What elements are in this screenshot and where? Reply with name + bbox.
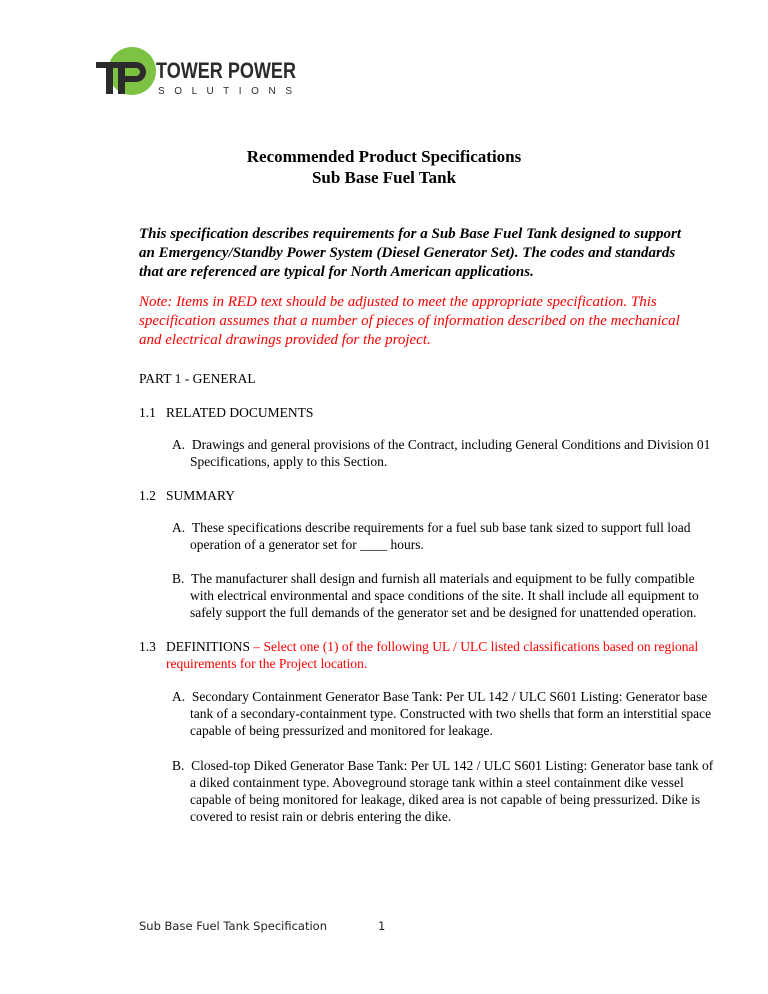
section-1-2-item-b [172, 570, 716, 621]
section-1-1-item-a [172, 436, 716, 470]
item-text: The manufacturer shall design and furnish all materials and equipment to be fully compatible with electrical environmental and space conditions of the site. It shall include all equipment to safely support the full demands of the generator set and be designed for unattended operation. [190, 571, 699, 620]
title-line-1: Recommended Product Specifications [246, 147, 522, 166]
section-1-1-heading [139, 404, 699, 421]
company-logo [92, 44, 302, 102]
intro-paragraph: This specification describes requirements for a Sub Base Fuel Tank designed to support an Emergency/Standby Power System (Diesel Generator Set). The codes and standards that are referenced are typical for North American applications. [139, 226, 681, 280]
item-text: Drawings and general provisions of the Contract, including General Conditions and Division 01 Specifications, apply to this Section. [190, 437, 711, 469]
red-note-paragraph: Note: Items in RED text should be adjusted to meet the appropriate specification. This specification assumes that a number of pieces of information described on the mechanical and electrical drawings provided for the project. [139, 294, 680, 348]
item-letter: A. [172, 520, 186, 535]
item-letter: B. [172, 758, 185, 773]
tower-power-logo-icon [92, 44, 302, 102]
section-1-2-item-a [172, 519, 716, 553]
item-text: These specifications describe requirements for a fuel sub base tank sized to support full load operation of a generator set for ____ hours. [190, 520, 691, 552]
item-letter: A. [172, 437, 186, 452]
item-letter: A. [172, 689, 186, 704]
section-red-instruction: Select one (1) of the following UL / ULC listed classifications based on regional requirements for the Project location. [166, 639, 699, 671]
document-title [0, 146, 768, 188]
section-number: 1.3 [139, 639, 156, 654]
section-1-3-item-b [172, 757, 716, 825]
section-title: DEFINITIONS [166, 639, 250, 654]
logo-subtitle: S O L U T I O N S [158, 86, 292, 97]
section-title: RELATED DOCUMENTS [166, 405, 314, 420]
item-letter: B. [172, 571, 185, 586]
section-1-3-heading [139, 638, 726, 672]
part-heading: PART 1 - GENERAL [139, 371, 256, 386]
section-number: 1.2 [139, 488, 156, 503]
section-1-2-heading [139, 487, 699, 504]
page-number: 1 [378, 919, 386, 933]
section-number: 1.1 [139, 405, 156, 420]
title-line-2: Sub Base Fuel Tank [311, 168, 457, 187]
section-1-3-item-a [172, 688, 716, 739]
page-footer-title: Sub Base Fuel Tank Specification [139, 919, 328, 933]
item-text: Secondary Containment Generator Base Tank: Per UL 142 / ULC S601 Listing: Generator base tank of a secondary-containment type. Constructed with two shells that form an interstitial space capable of being pressurized and monitored for leakage. [190, 689, 712, 738]
section-title: SUMMARY [166, 488, 236, 503]
section-dash: – [250, 639, 264, 654]
item-text: Closed-top Diked Generator Base Tank: Per UL 142 / ULC S601 Listing: Generator base tank of a diked containment type. Aboveground storage tank within a steel containment dike vessel capable of being monitored for leakage, diked area is not capable of being pressurized. Dike is covered to resist rain or debris entering the dike. [190, 758, 714, 824]
logo-wordmark: TOWER POWER [156, 58, 297, 83]
